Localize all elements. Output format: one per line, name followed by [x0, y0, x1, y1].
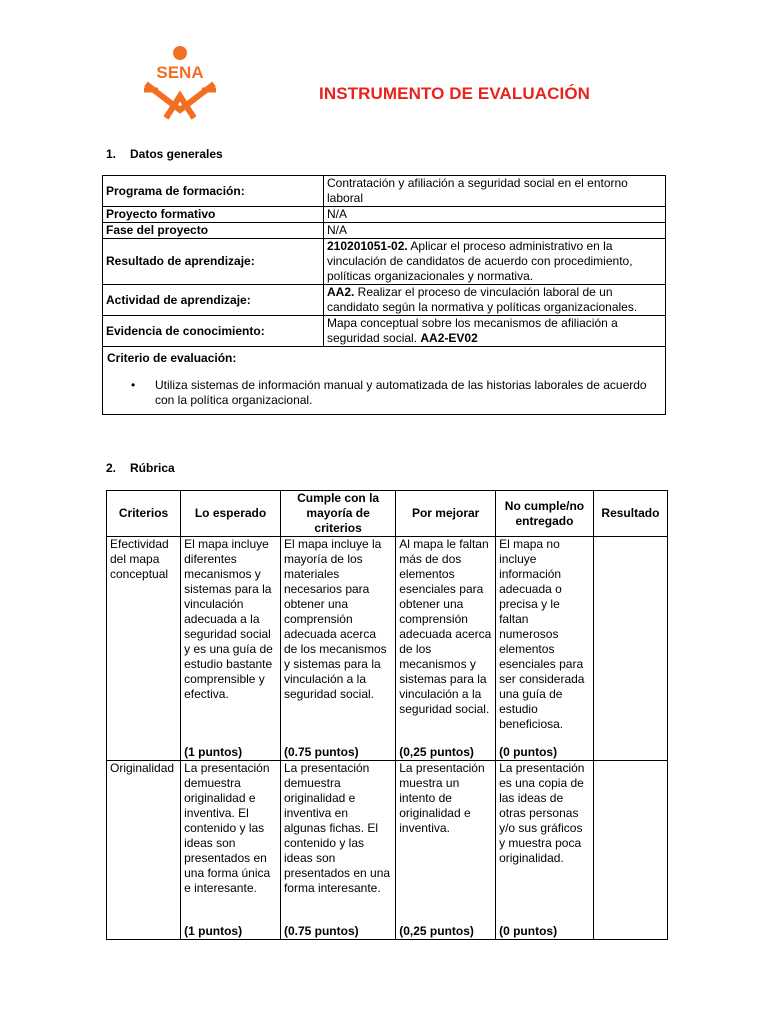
- row-label: Evidencia de conocimiento:: [103, 316, 324, 347]
- desc-expected: La presentación demuestra originalidad e inventiva. El contenido y las ideas son presentados en una forma única e interesante.: [181, 761, 281, 925]
- rubric-points-row: [107, 924, 668, 940]
- row-value: N/A: [324, 223, 666, 239]
- section-title: Rúbrica: [130, 461, 175, 475]
- points-most: (0.75 puntos): [280, 745, 395, 761]
- criterion-item: [131, 378, 662, 408]
- desc-most: El mapa incluye la mayoría de los materiales necesarios para obtener una comprensión adecuada acerca de los mecanismos y sistemas para la vinculación a la seguridad social.: [280, 537, 395, 746]
- row-value: N/A: [324, 207, 666, 223]
- criterion-row: [103, 347, 666, 415]
- row-code: AA2.: [327, 285, 355, 299]
- row-code: 210201051-02.: [327, 239, 408, 253]
- points-improve: (0,25 puntos): [396, 745, 496, 761]
- rubric-row: [107, 761, 668, 925]
- header-no-cumple: No cumple/no entregado: [496, 491, 594, 537]
- desc-expected: El mapa incluye diferentes mecanismos y sistemas para la vinculación adecuada a la seguridad social y es una guía de estudio bastante comprensible y efectiva.: [181, 537, 281, 746]
- points-improve: (0,25 puntos): [396, 924, 496, 940]
- sena-logo: [140, 44, 224, 124]
- row-code: AA2-EV02: [420, 331, 478, 345]
- desc-none: La presentación es una copia de las ideas de otras personas y/o sus gráficos y muestra poca originalidad.: [496, 761, 594, 925]
- points-expected: (1 puntos): [181, 924, 281, 940]
- section-datos-generales: [106, 147, 223, 161]
- bullet-icon: •: [131, 378, 136, 392]
- desc-none: El mapa no incluye información adecuada o precisa y le faltan numerosos elementos esenciales para ser considerada una guía de estudio beneficiosa.: [496, 537, 594, 746]
- rubric-points-row: [107, 745, 668, 761]
- row-value: Contratación y afiliación a seguridad social en el entorno laboral: [324, 176, 666, 207]
- table-row: [103, 316, 666, 347]
- criterion-cell: [103, 347, 666, 415]
- result-cell: [593, 761, 667, 940]
- result-cell: [593, 537, 667, 761]
- points-most: (0.75 puntos): [280, 924, 395, 940]
- table-row: [103, 207, 666, 223]
- document-title: INSTRUMENTO DE EVALUACIÓN: [319, 84, 591, 103]
- rubric-header-row: [107, 491, 668, 537]
- header-lo-esperado: Lo esperado: [181, 491, 281, 537]
- row-text: Mapa conceptual sobre los mecanismos de afiliación a seguridad social.: [327, 316, 618, 345]
- desc-most: La presentación demuestra originalidad e inventiva en algunas fichas. El contenido y las ideas son presentados en una forma interesante.: [280, 761, 395, 925]
- section-title: Datos generales: [130, 147, 223, 161]
- points-none: (0 puntos): [496, 745, 594, 761]
- row-text: Realizar el proceso de vinculación laboral de un candidato según la normativa y políticas organizacionales.: [327, 285, 638, 314]
- row-label: Programa de formación:: [103, 176, 324, 207]
- row-label: Resultado de aprendizaje:: [103, 239, 324, 285]
- rubric-row: [107, 537, 668, 746]
- header-por-mejorar: Por mejorar: [396, 491, 496, 537]
- section-number: 1.: [106, 147, 117, 161]
- table-row: [103, 223, 666, 239]
- row-label: Actividad de aprendizaje:: [103, 285, 324, 316]
- sena-logo-text: SENA: [156, 63, 204, 82]
- header-resultado: Resultado: [593, 491, 667, 537]
- row-label: Proyecto formativo: [103, 207, 324, 223]
- row-label: Fase del proyecto: [103, 223, 324, 239]
- table-row: [103, 239, 666, 285]
- header-cumple-mayoria: Cumple con la mayoría de criterios: [280, 491, 395, 537]
- table-row: [103, 285, 666, 316]
- desc-improve: Al mapa le faltan más de dos elementos esenciales para obtener una comprensión adecuada acerca de los mecanismos y sistemas para la vinculación a la seguridad social.: [396, 537, 496, 746]
- rubric-table: [106, 490, 668, 940]
- general-data-table: [102, 175, 666, 415]
- table-row: [103, 176, 666, 207]
- criterion-name: Originalidad: [107, 761, 181, 940]
- criterion-name: Efectividad del mapa conceptual: [107, 537, 181, 761]
- row-value: [324, 316, 666, 347]
- row-text: Aplicar el proceso administrativo en la vinculación de candidatos de acuerdo con procedimiento, políticas organizacionales y normativa.: [327, 239, 633, 283]
- header-criterios: Criterios: [107, 491, 181, 537]
- section-rubrica: [106, 461, 175, 475]
- desc-improve: La presentación muestra un intento de originalidad e inventiva.: [396, 761, 496, 925]
- criterion-text: Utiliza sistemas de información manual y automatizada de las historias laborales de acuerdo con la política organizacional.: [155, 378, 647, 407]
- section-number: 2.: [106, 461, 117, 475]
- points-expected: (1 puntos): [181, 745, 281, 761]
- criterion-title: Criterio de evaluación:: [107, 351, 237, 365]
- row-value: [324, 239, 666, 285]
- points-none: (0 puntos): [496, 924, 594, 940]
- row-value: [324, 285, 666, 316]
